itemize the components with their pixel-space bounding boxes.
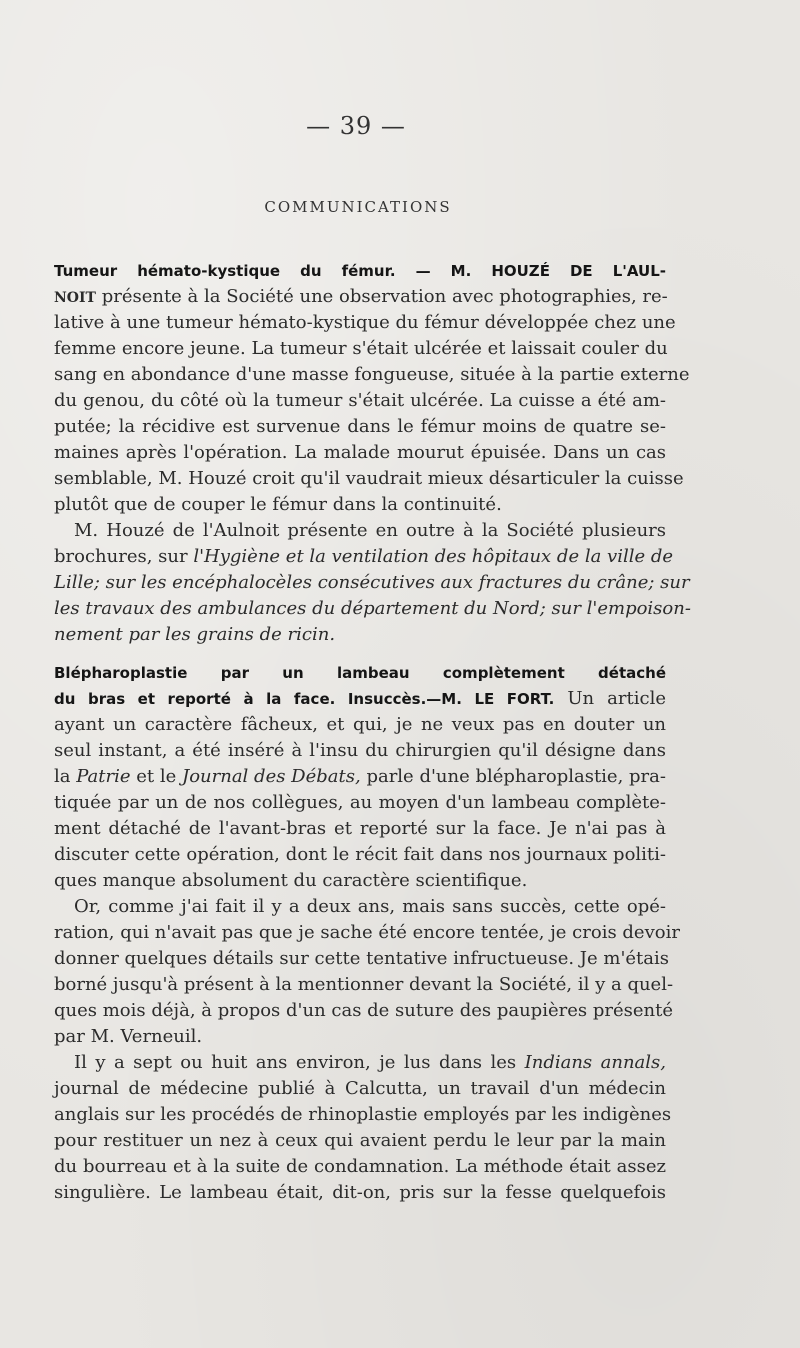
article2-heading: Blépharoplastie par un lambeau complètement détaché [54,664,666,682]
text-line: pour restituer un nez à ceux qui avaient perdu le leur par la main [54,1130,666,1151]
text-line: maines après l'opération. La malade mourut épuisée. Dans un cas [54,442,666,463]
text-line: plutôt que de couper le fémur dans la continuité. [54,494,502,515]
article1-heading-line [54,258,666,284]
text-line: ques mois déjà, à propos d'un cas de suture des paupières présenté [54,1000,673,1021]
text-line: nement par les grains de ricin. [54,624,336,645]
text-line: Lille; sur les encéphalocèles consécutives aux fractures du crâne; sur [54,572,690,593]
text-line: les travaux des ambulances du département du Nord; sur l'empoison- [54,598,691,619]
text-line: singulière. Le lambeau était, dit-on, pris sur la fesse quelquefois [54,1182,666,1203]
text-line: la Patrie et le Journal des Débats, parle d'une blépharoplastie, pra- [54,766,666,787]
text-line: lative à une tumeur hémato-kystique du fémur développée chez une [54,312,676,333]
section-title: COMMUNICATIONS [264,198,452,216]
text-line: NOIT présente à la Société une observation avec photographies, re- [54,286,668,307]
article2-heading-line: du bras et reporté à la face. Insuccès.—M. LE FORT. Un article [54,688,666,709]
text-line: tiquée par un de nos collègues, au moyen d'un lambeau complète- [54,792,666,813]
text-line: ques manque absolument du caractère scientifique. [54,870,528,891]
text-line: M. Houzé de l'Aulnoit présente en outre à la Société plusieurs [74,520,666,541]
text-line: discuter cette opération, dont le récit fait dans nos journaux politi- [54,844,666,865]
text-line: donner quelques détails sur cette tentative infructueuse. Je m'étais [54,948,670,969]
text-line: sang en abondance d'une masse fongueuse, située à la partie externe [54,364,690,385]
text-line: putée; la récidive est survenue dans le fémur moins de quatre se- [54,416,666,437]
text-line: borné jusqu'à présent à la mentionner devant la Société, il y a quel- [54,974,674,995]
text-line: par M. Verneuil. [54,1026,203,1047]
text-line: du bourreau et à la suite de condamnation. La méthode était assez [54,1156,666,1177]
text-line: ment détaché de l'avant-bras et reporté sur la face. Je n'ai pas à [54,818,666,839]
text-line: Il y a sept ou huit ans environ, je lus dans les Indians annals, [74,1052,666,1073]
text-line: seul instant, a été inséré à l'insu du chirurgien qu'il désigne dans [54,740,666,761]
text-line: anglais sur les procédés de rhinoplastie employés par les indigènes [54,1104,672,1125]
text-line: brochures, sur l'Hygiène et la ventilation des hôpitaux de la ville de [54,546,674,567]
text-line: du genou, du côté où la tumeur s'était ulcérée. La cuisse a été am- [54,390,666,411]
page-number: — 39 — [306,112,406,140]
text-line: semblable, M. Houzé croit qu'il vaudrait mieux désarticuler la cuisse [54,468,684,489]
text-line: femme encore jeune. La tumeur s'était ulcérée et laissait couler du [54,338,668,359]
text-line: ayant un caractère fâcheux, et qui, je ne veux pas en douter un [54,714,666,735]
article1-heading: Tumeur hémato-kystique du fémur. — M. HOUZÉ DE L'AUL- [54,262,666,280]
text-line: ration, qui n'avait pas que je sache été encore tentée, je crois devoir [54,922,680,943]
text-line: journal de médecine publié à Calcutta, un travail d'un médecin [54,1078,666,1099]
text-line: Or, comme j'ai fait il y a deux ans, mais sans succès, cette opé- [74,896,666,917]
article2-heading-line [54,660,666,686]
